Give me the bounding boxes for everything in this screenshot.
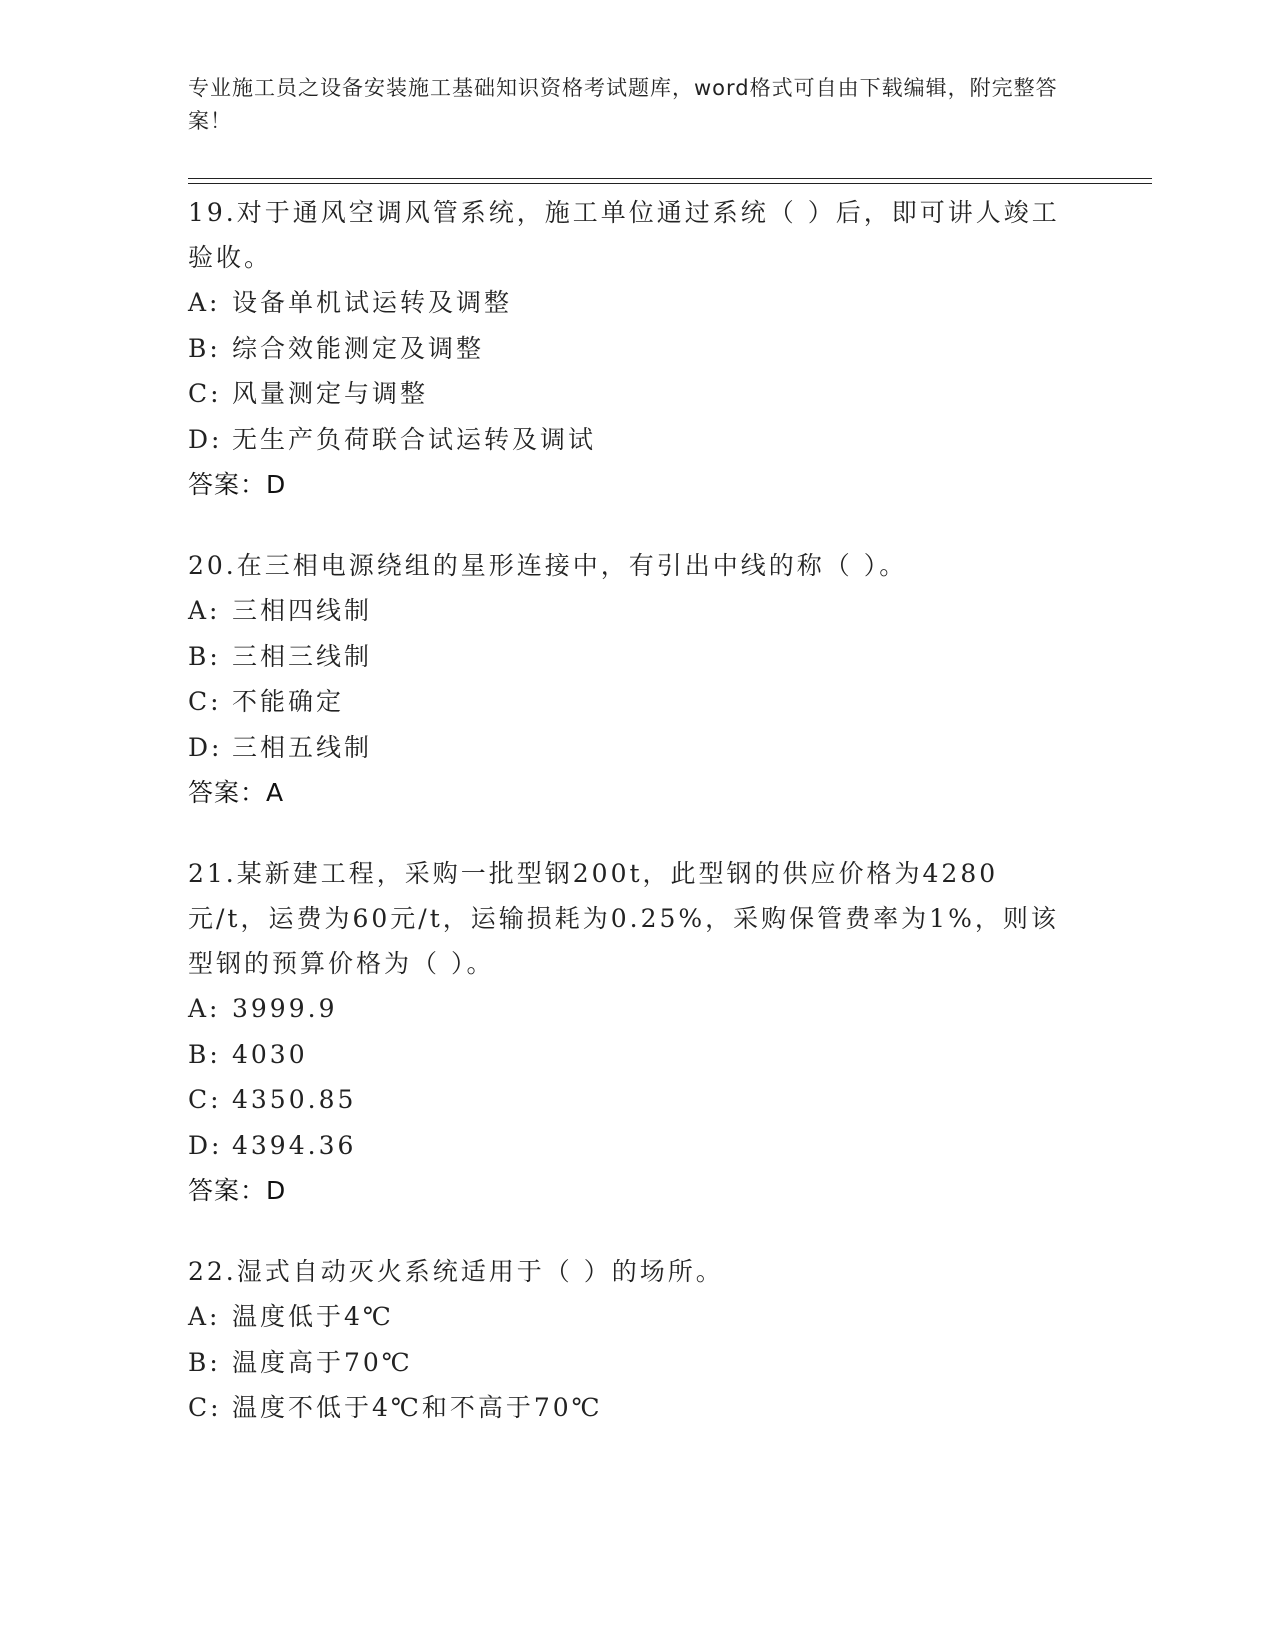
option-c xyxy=(188,371,1068,417)
option-a xyxy=(188,588,1068,634)
option-letter: A: xyxy=(188,994,221,1023)
option-d xyxy=(188,417,1068,463)
question-text: 19.对于通风空调风管系统，施工单位通过系统（ ）后，即可讲人竣工验收。 xyxy=(188,198,1060,272)
answer-line: 答案：D xyxy=(188,1176,287,1205)
option-letter: C: xyxy=(188,1393,222,1422)
option-text: 4350.85 xyxy=(232,1085,357,1114)
option-letter: A: xyxy=(188,288,221,317)
option-b xyxy=(188,1340,1068,1386)
question-21 xyxy=(188,851,1068,1213)
option-b xyxy=(188,1032,1068,1078)
option-c xyxy=(188,679,1068,725)
option-text: 三相三线制 xyxy=(232,641,373,671)
answer-line: 答案：D xyxy=(188,470,287,499)
option-a xyxy=(188,1294,1068,1340)
option-text: 温度低于4℃ xyxy=(232,1302,394,1331)
option-text: 4394.36 xyxy=(232,1130,357,1160)
option-c xyxy=(188,1077,1068,1123)
option-d xyxy=(188,725,1068,771)
option-text: 温度高于70℃ xyxy=(232,1347,413,1377)
option-text: 综合效能测定及调整 xyxy=(232,333,485,363)
option-letter: A: xyxy=(188,596,221,625)
option-letter: B: xyxy=(188,333,221,363)
option-text: 设备单机试运转及调整 xyxy=(232,288,513,317)
option-text: 3999.9 xyxy=(232,994,338,1023)
question-list xyxy=(188,190,1068,1467)
question-20 xyxy=(188,543,1068,815)
option-d xyxy=(188,1123,1068,1169)
option-a xyxy=(188,280,1068,326)
question-text: 22.湿式自动灭火系统适用于（ ）的场所。 xyxy=(188,1257,724,1286)
question-text: 21.某新建工程，采购一批型钢200t，此型钢的供应价格为4280元/t，运费为60元/t，运输损耗为0.25%，采购保管费率为1%，则该型钢的预算价格为（ ）。 xyxy=(188,859,1059,978)
option-letter: B: xyxy=(188,1347,221,1377)
question-text: 20.在三相电源绕组的星形连接中，有引出中线的称（ ）。 xyxy=(188,551,908,580)
option-text: 4030 xyxy=(232,1039,308,1069)
option-letter: C: xyxy=(188,1085,222,1114)
option-letter: D: xyxy=(188,732,223,762)
option-text: 三相五线制 xyxy=(232,732,373,762)
option-letter: B: xyxy=(188,641,221,671)
option-letter: C: xyxy=(188,687,222,716)
header-divider-top xyxy=(188,178,1152,179)
option-letter: C: xyxy=(188,379,222,408)
header-divider-bottom xyxy=(188,183,1152,184)
option-b xyxy=(188,634,1068,680)
answer-line: 答案：A xyxy=(188,778,285,807)
option-a xyxy=(188,986,1068,1032)
question-19 xyxy=(188,190,1068,507)
option-b xyxy=(188,326,1068,372)
option-text: 三相四线制 xyxy=(232,596,373,625)
option-letter: D: xyxy=(188,424,223,454)
option-c xyxy=(188,1385,1068,1431)
option-letter: D: xyxy=(188,1130,223,1160)
option-text: 无生产负荷联合试运转及调试 xyxy=(232,424,597,454)
question-22 xyxy=(188,1249,1068,1431)
option-letter: B: xyxy=(188,1039,221,1069)
option-text: 不能确定 xyxy=(232,687,345,716)
option-text: 风量测定与调整 xyxy=(232,379,429,408)
option-letter: A: xyxy=(188,1302,221,1331)
document-intro: 专业施工员之设备安装施工基础知识资格考试题库，word格式可自由下载编辑，附完整答案！ xyxy=(188,76,1058,133)
option-text: 温度不低于4℃和不高于70℃ xyxy=(232,1393,603,1422)
